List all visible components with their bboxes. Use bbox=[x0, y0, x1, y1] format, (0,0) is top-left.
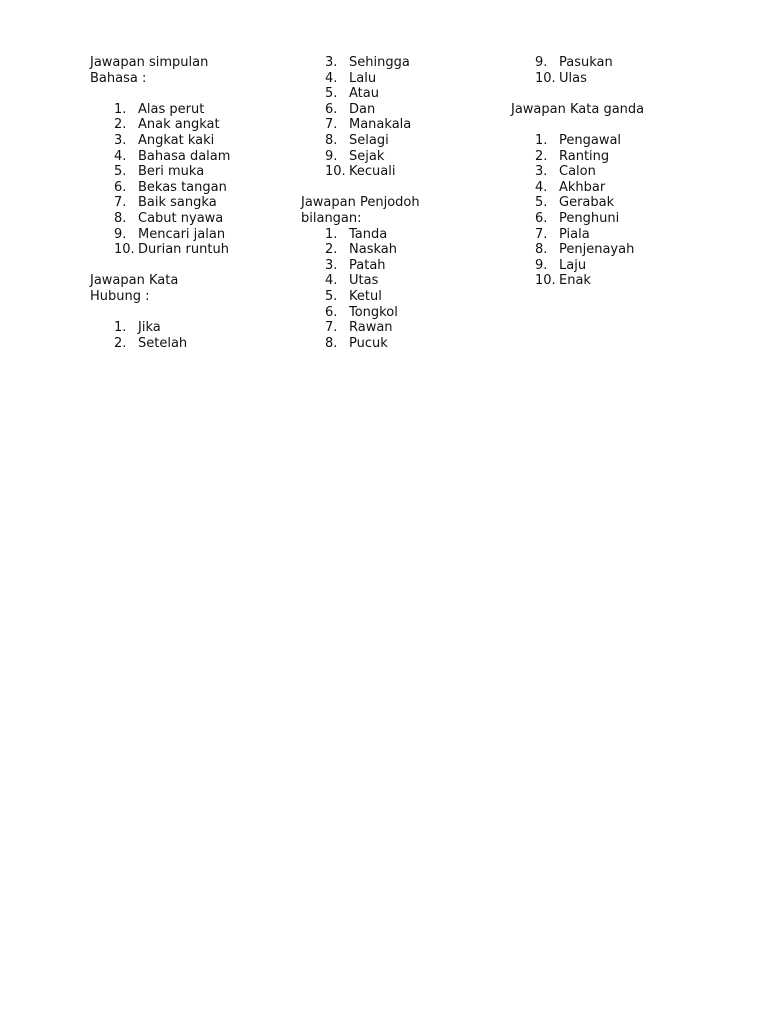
list-item bbox=[90, 211, 290, 227]
item-number: 2. bbox=[535, 148, 548, 164]
list-item bbox=[301, 289, 501, 305]
item-text: Piala bbox=[559, 226, 590, 242]
item-text: Pasukan bbox=[559, 55, 613, 70]
item-number: 7. bbox=[325, 117, 338, 133]
item-number: 10. bbox=[535, 70, 556, 86]
item-number: 3. bbox=[535, 164, 548, 180]
list-item bbox=[301, 133, 501, 149]
item-number: 4. bbox=[325, 70, 338, 86]
item-text: Bahasa dalam bbox=[138, 148, 231, 164]
item-number: 4. bbox=[114, 148, 127, 164]
column-1 bbox=[90, 55, 290, 351]
column-3 bbox=[511, 55, 731, 289]
item-number: 10. bbox=[325, 164, 346, 180]
list-item bbox=[90, 180, 290, 196]
item-text: Sehingga bbox=[349, 55, 410, 70]
item-text: Patah bbox=[349, 257, 386, 273]
item-number: 8. bbox=[325, 132, 338, 148]
list-item bbox=[90, 164, 290, 180]
list-item bbox=[511, 227, 731, 243]
penjodoh-heading bbox=[301, 195, 501, 226]
simpulan-heading bbox=[90, 55, 290, 86]
item-number: 9. bbox=[114, 226, 127, 242]
list-item bbox=[301, 242, 501, 258]
column-2 bbox=[301, 55, 501, 351]
item-number: 7. bbox=[325, 320, 338, 336]
item-number: 5. bbox=[325, 288, 338, 304]
item-number: 5. bbox=[325, 86, 338, 102]
list-item bbox=[511, 71, 731, 87]
hubung-list-part2 bbox=[301, 55, 501, 180]
item-text: Kecuali bbox=[349, 164, 396, 180]
item-number: 5. bbox=[114, 164, 127, 180]
item-text: Laju bbox=[559, 257, 587, 273]
item-number: 8. bbox=[325, 335, 338, 351]
item-text: Ranting bbox=[559, 148, 610, 164]
item-number: 1. bbox=[325, 226, 338, 242]
item-text: Mencari jalan bbox=[138, 226, 226, 242]
ganda-heading bbox=[511, 102, 731, 118]
list-item bbox=[511, 258, 731, 274]
item-text: Enak bbox=[559, 273, 591, 289]
item-text: Ketul bbox=[349, 288, 382, 304]
list-item bbox=[301, 273, 501, 289]
item-text: Rawan bbox=[349, 320, 393, 336]
item-number: 1. bbox=[114, 320, 127, 336]
list-item bbox=[511, 195, 731, 211]
list-item bbox=[90, 336, 290, 352]
item-number: 10. bbox=[114, 242, 135, 258]
item-number: 10. bbox=[535, 273, 556, 289]
list-item bbox=[301, 227, 501, 243]
penjodoh-list-part2 bbox=[511, 55, 731, 86]
item-text: Angkat kaki bbox=[138, 132, 215, 148]
list-item bbox=[301, 164, 501, 180]
item-text: Beri muka bbox=[138, 164, 205, 180]
list-item bbox=[90, 320, 290, 336]
list-item bbox=[301, 71, 501, 87]
simpulan-list bbox=[90, 102, 290, 258]
item-text: Bekas tangan bbox=[138, 179, 227, 195]
item-number: 8. bbox=[535, 242, 548, 258]
item-number: 3. bbox=[325, 55, 338, 70]
item-text: Anak angkat bbox=[138, 117, 220, 133]
simpulan-heading-line1: Jawapan simpulan bbox=[90, 55, 209, 70]
list-item bbox=[90, 195, 290, 211]
list-item bbox=[301, 336, 501, 352]
list-item bbox=[511, 133, 731, 149]
item-number: 6. bbox=[114, 179, 127, 195]
item-number: 6. bbox=[325, 304, 338, 320]
item-number: 8. bbox=[114, 210, 127, 226]
penjodoh-list-part1 bbox=[301, 227, 501, 352]
list-item bbox=[90, 242, 290, 258]
item-text: Durian runtuh bbox=[138, 242, 229, 258]
item-text: Penghuni bbox=[559, 210, 620, 226]
list-item bbox=[301, 102, 501, 118]
list-item bbox=[511, 273, 731, 289]
penjodoh-heading-line2: bilangan: bbox=[301, 210, 362, 226]
list-item bbox=[90, 149, 290, 165]
item-text: Pucuk bbox=[349, 335, 388, 351]
item-text: Alas perut bbox=[138, 101, 205, 117]
item-number: 2. bbox=[325, 242, 338, 258]
list-item bbox=[511, 242, 731, 258]
hubung-heading-line2: Hubung : bbox=[90, 288, 150, 304]
item-text: Lalu bbox=[349, 70, 377, 86]
list-item bbox=[301, 320, 501, 336]
item-text: Akhbar bbox=[559, 179, 606, 195]
item-number: 9. bbox=[325, 148, 338, 164]
item-text: Manakala bbox=[349, 117, 412, 133]
item-number: 1. bbox=[535, 132, 548, 148]
item-number: 9. bbox=[535, 257, 548, 273]
item-number: 2. bbox=[114, 117, 127, 133]
hubung-list-part1 bbox=[90, 320, 290, 351]
item-text: Utas bbox=[349, 273, 379, 289]
item-number: 4. bbox=[535, 179, 548, 195]
item-text: Tongkol bbox=[349, 304, 398, 320]
item-text: Jika bbox=[138, 320, 161, 336]
item-text: Baik sangka bbox=[138, 195, 217, 211]
list-item bbox=[301, 258, 501, 274]
item-text: Setelah bbox=[138, 335, 188, 351]
list-item bbox=[511, 55, 731, 71]
list-item bbox=[301, 55, 501, 71]
list-item bbox=[511, 211, 731, 227]
item-number: 6. bbox=[325, 101, 338, 117]
item-text: Penjenayah bbox=[559, 242, 635, 258]
item-text: Selagi bbox=[349, 132, 389, 148]
item-text: Tanda bbox=[349, 226, 388, 242]
item-text: Gerabak bbox=[559, 195, 615, 211]
item-text: Calon bbox=[559, 164, 596, 180]
list-item bbox=[301, 86, 501, 102]
item-number: 7. bbox=[535, 226, 548, 242]
item-text: Atau bbox=[349, 86, 379, 102]
item-number: 7. bbox=[114, 195, 127, 211]
item-text: Ulas bbox=[559, 70, 587, 86]
list-item bbox=[301, 305, 501, 321]
item-text: Sejak bbox=[349, 148, 385, 164]
item-text: Pengawal bbox=[559, 132, 622, 148]
list-item bbox=[511, 180, 731, 196]
item-number: 4. bbox=[325, 273, 338, 289]
item-number: 5. bbox=[535, 195, 548, 211]
item-text: Naskah bbox=[349, 242, 397, 258]
hubung-heading bbox=[90, 273, 290, 304]
item-number: 9. bbox=[535, 55, 548, 70]
list-item bbox=[511, 149, 731, 165]
simpulan-heading-line2: Bahasa : bbox=[90, 70, 147, 86]
list-item bbox=[90, 227, 290, 243]
penjodoh-heading-line1: Jawapan Penjodoh bbox=[301, 195, 420, 211]
item-number: 2. bbox=[114, 335, 127, 351]
list-item bbox=[90, 102, 290, 118]
item-number: 3. bbox=[114, 132, 127, 148]
item-text: Cabut nyawa bbox=[138, 210, 224, 226]
item-number: 6. bbox=[535, 210, 548, 226]
ganda-list bbox=[511, 133, 731, 289]
list-item bbox=[511, 164, 731, 180]
ganda-heading-line1: Jawapan Kata ganda bbox=[511, 101, 645, 117]
list-item bbox=[301, 117, 501, 133]
list-item bbox=[90, 133, 290, 149]
item-number: 1. bbox=[114, 101, 127, 117]
item-number: 3. bbox=[325, 257, 338, 273]
list-item bbox=[90, 117, 290, 133]
item-text: Dan bbox=[349, 101, 376, 117]
list-item bbox=[301, 149, 501, 165]
hubung-heading-line1: Jawapan Kata bbox=[90, 273, 179, 289]
